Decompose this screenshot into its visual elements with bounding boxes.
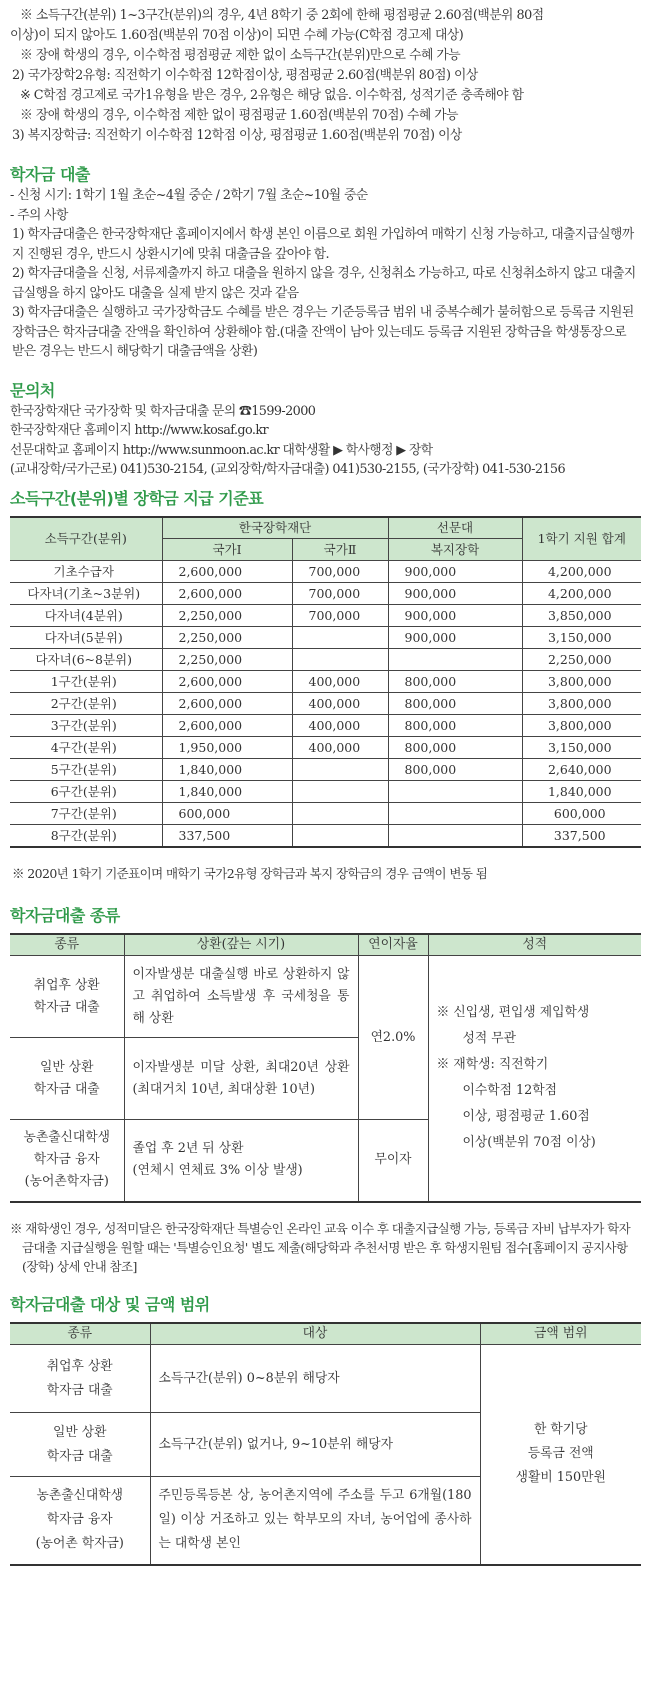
loan-type-cell (10, 1345, 150, 1413)
amount-cell: 2,600,000 (162, 671, 292, 693)
table-row (10, 583, 641, 605)
total-cell: 1,840,000 (522, 781, 641, 803)
amount-cell: 2,250,000 (162, 627, 292, 649)
loan-types-section (10, 905, 641, 1276)
amount-line: 등록금 전액 (527, 1446, 594, 1462)
amount-cell (292, 803, 388, 825)
table-row (10, 627, 641, 649)
loan-scope-section (10, 1294, 641, 1566)
repay-cell: 이자발생분 대출실행 바로 상환하지 않고 취업하여 소득발생 후 국세청을 통해 상환 (124, 956, 358, 1038)
category-cell: 다자녀(5분위) (10, 627, 162, 649)
criteria-line: 이상)이 되지 않아도 1.60점(백분위 70점 이상)이 되면 수혜 가능(C학점 경고제 대상) (10, 28, 464, 43)
loan-type-line: 취업후 상환 (33, 977, 100, 993)
contact-section (10, 380, 641, 480)
col-repay: 상환(갚는 시기) (124, 934, 358, 956)
col-grade: 성적 (428, 934, 641, 956)
table-row (10, 803, 641, 825)
amount-cell: 2,250,000 (162, 605, 292, 627)
criteria-line: ※ 장애 학생의 경우, 이수학점 제한 없이 평점평균 1.60점(백분위 70점) 수혜 가능 (20, 108, 459, 123)
category-cell: 기초수급자 (10, 561, 162, 583)
grade-line: 이수학점 12학점 (462, 1083, 558, 1099)
category-cell: 다자녀(4분위) (10, 605, 162, 627)
amount-cell: 900,000 (388, 583, 522, 605)
table-row (10, 1345, 641, 1413)
amount-cell: 1,950,000 (162, 737, 292, 759)
table-row (10, 561, 641, 583)
repay-cell: 이자발생분 미달 상환, 최대20년 상환 (최대거치 10년, 최대상환 10년) (124, 1038, 358, 1120)
col-target: 대상 (150, 1323, 480, 1345)
contact-line: (교내장학/국가근로) 041)530-2154, (교외장학/학자금대출) 041)530-2155, (국가장학) 041-530-2156 (10, 462, 565, 477)
col-welfare: 복지장학 (388, 539, 522, 561)
col-kosaf: 한국장학재단 (162, 517, 388, 539)
amount-cell: 800,000 (388, 737, 522, 759)
amount-cell: 400,000 (292, 693, 388, 715)
amount-cell: 700,000 (292, 605, 388, 627)
loan-type-cell (10, 1038, 124, 1120)
category-cell: 4구간(분위) (10, 737, 162, 759)
col-category: 소득구간(분위) (10, 517, 162, 561)
category-cell: 5구간(분위) (10, 759, 162, 781)
category-cell: 3구간(분위) (10, 715, 162, 737)
table-row (10, 781, 641, 803)
criteria-line: ※ 소득구간(분위) 1~3구간(분위)의 경우, 4년 8학기 중 2회에 한해 평점평균 2.60점(백분위 80점 (20, 8, 544, 23)
target-cell: 소득구간(분위) 0~8분위 해당자 (150, 1345, 480, 1413)
col-national1: 국가Ⅰ (162, 539, 292, 561)
table-row (10, 693, 641, 715)
amount-cell (388, 649, 522, 671)
amount-cell: 400,000 (292, 671, 388, 693)
amount-cell (292, 825, 388, 847)
grade-line: ※ 신입생, 편입생 제입학생 (436, 1005, 590, 1021)
amount-cell: 900,000 (388, 627, 522, 649)
repay-cell (124, 1120, 358, 1202)
table-row (10, 759, 641, 781)
amount-cell (388, 781, 522, 803)
amount-cell: 800,000 (388, 693, 522, 715)
amount-cell (292, 781, 388, 803)
total-cell: 4,200,000 (522, 583, 641, 605)
total-cell: 600,000 (522, 803, 641, 825)
category-cell: 1구간(분위) (10, 671, 162, 693)
criteria-line: ※ C학점 경고제로 국가1유형을 받은 경우, 2유형은 해당 없음. 이수학점, 성적기준 충족해야 함 (20, 88, 524, 103)
grade-line: 이상, 평점평균 1.60점 (462, 1109, 590, 1125)
total-cell: 2,640,000 (522, 759, 641, 781)
total-cell: 337,500 (522, 825, 641, 847)
loan-title: 학자금 대출 (10, 165, 90, 184)
scholarship-table-title: 소득구간(분위)별 장학금 지급 기준표 (10, 488, 264, 508)
scholarship-criteria (10, 6, 641, 146)
loan-line: - 주의 사항 (10, 207, 68, 223)
amount-cell: 900,000 (388, 605, 522, 627)
col-sunmoon: 선문대 (388, 517, 522, 539)
criteria-line: 2) 국가장학2유형: 직전학기 이수학점 12학점이상, 평점평균 2.60점(백분위 80점) 이상 (12, 68, 478, 83)
amount-cell: 800,000 (388, 671, 522, 693)
loan-type-line: 학자금 대출 (33, 1081, 100, 1097)
contact-line: 한국장학재단 국가장학 및 학자금대출 문의 ☎1599-2000 (10, 403, 316, 419)
table-row (10, 825, 641, 847)
grade-cell (428, 956, 641, 1202)
loan-scope-title: 학자금대출 대상 및 금액 범위 (10, 1294, 210, 1314)
loan-type-line: 농촌출신대학생 (23, 1130, 111, 1146)
category-cell: 6구간(분위) (10, 781, 162, 803)
loan-type-cell (10, 956, 124, 1038)
amount-cell (292, 627, 388, 649)
loan-line: - 신청 시기: 1학기 1월 초순~4월 중순 / 2학기 7월 초순~10월 중순 (10, 188, 368, 203)
amount-cell: 800,000 (388, 759, 522, 781)
loan-type-line: 학자금 대출 (33, 999, 100, 1015)
col-type: 종류 (10, 934, 124, 956)
total-cell: 3,150,000 (522, 627, 641, 649)
amount-cell (292, 649, 388, 671)
col-type: 종류 (10, 1323, 150, 1345)
repay-line: 졸업 후 2년 뒤 상환 (132, 1141, 244, 1157)
criteria-line: ※ 장애 학생의 경우, 이수학점 평점평균 제한 없이 소득구간(분위)만으로 수혜 가능 (20, 48, 461, 63)
total-cell: 3,800,000 (522, 693, 641, 715)
amount-cell: 2,600,000 (162, 693, 292, 715)
criteria-line: 3) 복지장학금: 직전학기 이수학점 12학점 이상, 평점평균 1.60점(백분위 70점) 이상 (12, 128, 462, 143)
amount-cell: 1,840,000 (162, 781, 292, 803)
col-amount: 금액 범위 (480, 1323, 641, 1345)
grade-line: 이상(백분위 70점 이상) (462, 1135, 596, 1151)
loan-type-cell (10, 1120, 124, 1202)
amount-cell: 400,000 (292, 715, 388, 737)
grade-line: ※ 재학생: 직전학기 (436, 1057, 549, 1073)
amount-cell: 700,000 (292, 561, 388, 583)
rate-cell: 연2.0% (358, 956, 428, 1120)
loan-types-table (10, 933, 641, 1203)
amount-line: 생활비 150만원 (515, 1470, 606, 1486)
amount-cell (388, 825, 522, 847)
loan-types-title: 학자금대출 종류 (10, 905, 120, 925)
category-cell: 다자녀(6~8분위) (10, 649, 162, 671)
amount-line: 한 학기당 (533, 1422, 588, 1438)
col-rate: 연이자율 (358, 934, 428, 956)
amount-cell: 600,000 (162, 803, 292, 825)
loan-type-line: 농촌출신대학생 (36, 1488, 124, 1504)
loan-section (10, 164, 641, 362)
table-row (10, 956, 641, 1038)
repay-line: (연체시 연체료 3% 이상 발생) (132, 1163, 303, 1179)
loan-type-cell (10, 1413, 150, 1477)
amount-cell: 1,840,000 (162, 759, 292, 781)
loan-type-line: 일반 상환 (52, 1424, 107, 1440)
loan-type-line: 학자금 융자 (33, 1152, 100, 1168)
amount-cell: 400,000 (292, 737, 388, 759)
table-row (10, 737, 641, 759)
loan-type-line: (농어촌학자금) (24, 1174, 109, 1190)
table-row (10, 649, 641, 671)
total-cell: 3,150,000 (522, 737, 641, 759)
loan-type-cell (10, 1477, 150, 1565)
table-row (10, 671, 641, 693)
scholarship-table (10, 516, 641, 848)
amount-cell: 2,250,000 (162, 649, 292, 671)
loan-types-note: ※ 재학생인 경우, 성적미달은 한국장학재단 특별승인 온라인 교육 이수 후 대출지급실행 가능, 등록금 자비 납부자가 학자금대출 지급실행을 원할 때는 '특별승인요청' 별도 제출(해당학과 추천서명 받은 후 학생지원팀 접수[홈페이지 공지사항(장학) 상세 안내 참조] (10, 1220, 631, 1274)
amount-cell (388, 803, 522, 825)
amount-cell: 337,500 (162, 825, 292, 847)
scholarship-table-section (10, 488, 641, 883)
contact-title: 문의처 (10, 380, 55, 400)
total-cell: 4,200,000 (522, 561, 641, 583)
category-cell: 다자녀(기초~3분위) (10, 583, 162, 605)
col-total: 1학기 지원 합계 (522, 517, 641, 561)
table-row (10, 605, 641, 627)
col-national2: 국가Ⅱ (292, 539, 388, 561)
loan-type-line: 학자금 대출 (46, 1448, 113, 1464)
total-cell: 3,800,000 (522, 671, 641, 693)
amount-cell: 2,600,000 (162, 561, 292, 583)
amount-cell: 900,000 (388, 561, 522, 583)
amount-cell: 800,000 (388, 715, 522, 737)
grade-line: 성적 무관 (462, 1031, 517, 1047)
amount-cell: 2,600,000 (162, 583, 292, 605)
loan-line: 1) 학자금대출은 한국장학재단 홈페이지에서 학생 본인 이름으로 회원 가입하여 매학기 신청 가능하고, 대출지급실행까지 진행된 경우, 반드시 상환시기에 맞춰 대출금을 갚아야 함. (12, 227, 634, 262)
total-cell: 3,850,000 (522, 605, 641, 627)
amount-cell: 700,000 (292, 583, 388, 605)
contact-line: 한국장학재단 홈페이지 http://www.kosaf.go.kr (10, 423, 269, 438)
amount-cell (480, 1345, 641, 1565)
rate-cell: 무이자 (358, 1120, 428, 1202)
loan-type-line: (농어촌 학자금) (35, 1536, 124, 1552)
loan-type-line: 일반 상환 (39, 1059, 94, 1075)
scholarship-table-note: ※ 2020년 1학기 기준표이며 매학기 국가2유형 장학금과 복지 장학금의 경우 금액이 변동 됨 (12, 865, 488, 881)
total-cell: 2,250,000 (522, 649, 641, 671)
category-cell: 7구간(분위) (10, 803, 162, 825)
amount-cell: 2,600,000 (162, 715, 292, 737)
loan-type-line: 학자금 대출 (46, 1382, 113, 1398)
loan-type-line: 취업후 상환 (46, 1358, 113, 1374)
category-cell: 2구간(분위) (10, 693, 162, 715)
target-cell: 소득구간(분위) 없거나, 9~10분위 해당자 (150, 1413, 480, 1477)
loan-scope-table (10, 1322, 641, 1566)
loan-line: 2) 학자금대출을 신청, 서류제출까지 하고 대출을 원하지 않을 경우, 신청취소 가능하고, 따로 신청취소하지 않고 대출지급실행을 하지 않아도 대출을 실제 받지 않은 것과 같음 (12, 266, 636, 301)
target-cell: 주민등록등본 상, 농어촌지역에 주소를 두고 6개월(180일) 이상 거조하고 있는 학부모의 자녀, 농어업에 종사하는 대학생 본인 (150, 1477, 480, 1565)
table-row (10, 715, 641, 737)
scholarship-table-body (10, 561, 641, 847)
contact-line: 선문대학교 홈페이지 http://www.sunmoon.ac.kr 대학생활 ▶ 학사행정 ▶ 장학 (10, 442, 433, 458)
total-cell: 3,800,000 (522, 715, 641, 737)
category-cell: 8구간(분위) (10, 825, 162, 847)
loan-type-line: 학자금 융자 (46, 1512, 113, 1528)
amount-cell (292, 759, 388, 781)
loan-line: 3) 학자금대출은 실행하고 국가장학금도 수혜를 받은 경우는 기준등록금 범위 내 중복수혜가 불허함으로 등록금 지원된 장학금은 학자금대출 잔액을 확인하여 상환해야 함.(대출 잔액이 남아 있는데도 등록금 지원된 장학금을 학생통장으로 받은 경우는 반드시 해당학기 대출금액을 상환) (12, 305, 634, 359)
